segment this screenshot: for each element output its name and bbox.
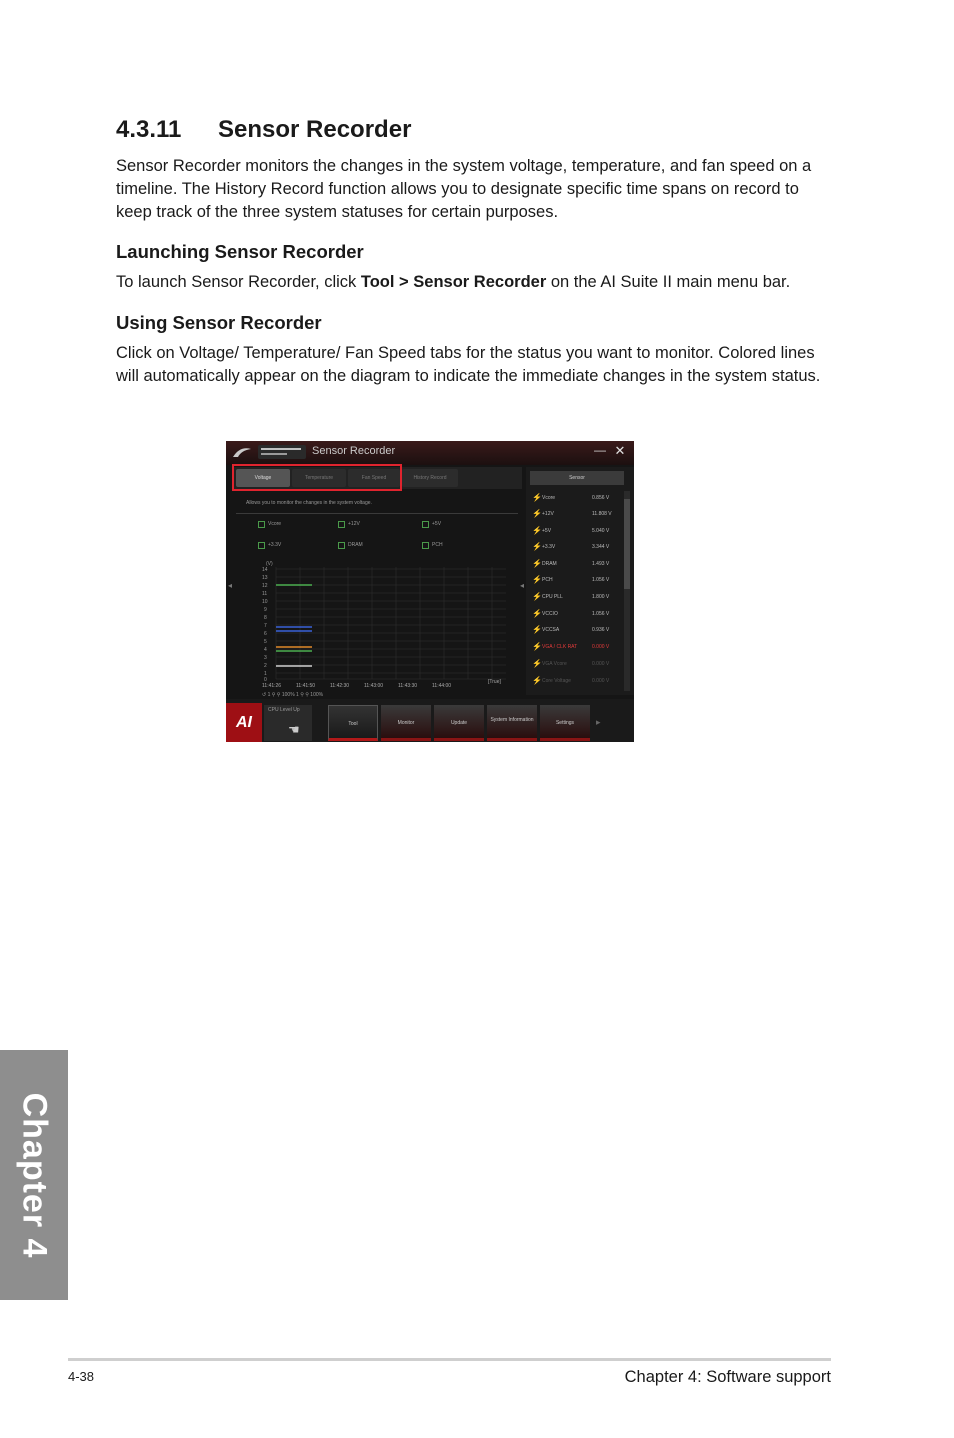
bolt-icon: ⚡ [532, 575, 542, 584]
sensor-row [530, 623, 624, 637]
x-tick: 11:42:30 [330, 683, 350, 689]
sensor-name: DRAM [542, 561, 557, 567]
y-tick: 4 [264, 647, 267, 653]
x-tick: 11:43:30 [398, 683, 418, 689]
menu-system-information-button[interactable]: System Information [487, 705, 537, 741]
sensor-row [530, 607, 624, 621]
y-tick: 8 [264, 615, 267, 621]
legend-dram: DRAM [348, 542, 363, 548]
section-number: 4.3.11 [116, 116, 182, 143]
y-tick: 12 [262, 583, 268, 589]
sensor-name: CPU PLL [542, 594, 563, 600]
sensor-row [530, 491, 624, 505]
sidebar-scroll-thumb[interactable] [624, 499, 630, 589]
tabs-highlight-box [232, 464, 402, 491]
bolt-icon: ⚡ [532, 676, 542, 685]
launching-text-after: on the AI Suite II main menu bar. [546, 273, 791, 291]
sensor-sidebar-header: Sensor [530, 471, 624, 485]
sensor-name: +3.3V [542, 544, 556, 550]
sensor-name: VGA Vcore [542, 661, 567, 667]
close-button[interactable]: ✕ [614, 443, 626, 458]
sensor-row [530, 674, 624, 688]
chevron-right-icon[interactable]: ▸ [596, 717, 601, 727]
tab-fan-speed[interactable]: Fan Speed [348, 469, 400, 487]
bolt-icon: ⚡ [532, 592, 542, 601]
sensor-name: Vcore [542, 495, 556, 501]
sensor-value: 1.800 V [592, 594, 610, 600]
intro-paragraph: Sensor Recorder monitors the changes in the system voltage, temperature, and fan speed on a timeline. The History Record function allows you to designate specific time spans on record to keep track of the three system statuses for certain purposes. [116, 157, 812, 221]
y-tick: 10 [262, 599, 268, 605]
y-tick: 14 [262, 567, 268, 573]
sensor-value: 0.000 V [592, 661, 610, 667]
cpu-level-up-label: CPU Level Up [268, 707, 300, 713]
x-tick: 11:41:26 [262, 683, 282, 689]
hint-text: Allows you to monitor the changes in the system voltage. [246, 500, 372, 506]
legend-checkbox-vcore[interactable] [258, 521, 265, 528]
bolt-icon: ⚡ [532, 659, 542, 668]
minimize-button[interactable]: — [594, 443, 606, 457]
sensor-row [530, 540, 624, 554]
bolt-icon: ⚡ [532, 526, 542, 535]
menu-update-button[interactable]: Update [434, 705, 484, 741]
bolt-icon: ⚡ [532, 642, 542, 651]
legend-checkbox-12v[interactable] [338, 521, 345, 528]
tab-voltage[interactable]: Voltage [236, 469, 290, 487]
sensor-row [530, 590, 624, 604]
sensor-name: Core Voltage [542, 678, 571, 684]
sensor-row [530, 657, 624, 671]
sensor-value: 1.056 V [592, 611, 610, 617]
sensor-name: +12V [542, 511, 554, 517]
y-tick: 3 [264, 655, 267, 661]
chevron-left-icon[interactable]: ◂ [520, 581, 525, 590]
sensor-value: 0.856 V [592, 495, 610, 501]
launching-paragraph [116, 271, 836, 294]
sensor-value: 1.493 V [592, 561, 610, 567]
bolt-icon: ⚡ [532, 609, 542, 618]
legend-pch: PCH [432, 542, 443, 548]
sensor-name: PCH [542, 577, 553, 583]
legend-checkbox-5v[interactable] [422, 521, 429, 528]
section-title: Sensor Recorder [218, 116, 412, 143]
tab-history-record[interactable]: History Record [402, 469, 458, 487]
menu-settings-button[interactable]: Settings [540, 705, 590, 741]
sensor-value: 0.936 V [592, 627, 610, 633]
legend-12v: +12V [348, 521, 360, 527]
section-heading [116, 116, 411, 144]
app-title: Sensor Recorder [312, 445, 396, 457]
using-paragraph: Click on Voltage/ Temperature/ Fan Speed tabs for the status you want to monitor. Colored lines will automatically appear on the diagram to indicate the immediate changes in the system status. [116, 344, 821, 385]
sensor-value: 5.040 V [592, 528, 610, 534]
legend-checkbox-3v[interactable] [258, 542, 265, 549]
page-number: 4-38 [68, 1369, 95, 1384]
bolt-icon: ⚡ [532, 493, 542, 502]
x-tick: 11:44:00 [432, 683, 452, 689]
ai-suite-logo: AI [226, 703, 262, 742]
bolt-icon: ⚡ [532, 559, 542, 568]
chevron-left-icon[interactable]: ◂ [228, 581, 233, 590]
x-tick: 11:41:50 [296, 683, 316, 689]
tab-temperature[interactable]: Temperature [292, 469, 346, 487]
rog-wordmark [258, 445, 306, 459]
sensor-recorder-screenshot [226, 441, 634, 742]
bolt-icon: ⚡ [532, 625, 542, 634]
y-tick: 0 [264, 677, 267, 683]
sensor-name: VCCSA [542, 627, 560, 633]
legend-checkbox-pch[interactable] [422, 542, 429, 549]
legend-3v: +3.3V [268, 542, 282, 548]
sensor-row [530, 557, 624, 571]
launching-heading: Launching Sensor Recorder [116, 241, 364, 262]
bolt-icon: ⚡ [532, 542, 542, 551]
legend-vcore: Vcore [268, 521, 282, 527]
menu-tool-button[interactable]: Tool [328, 705, 378, 741]
voltage-chart [256, 559, 514, 691]
sensor-value: 3.344 V [592, 544, 610, 550]
chart-grid [276, 567, 506, 679]
sensor-row [530, 507, 624, 521]
footer-rule [68, 1358, 831, 1361]
using-heading: Using Sensor Recorder [116, 312, 322, 333]
divider [236, 513, 518, 514]
y-tick: 2 [264, 663, 267, 669]
pointer-hand-icon: ☚ [288, 722, 300, 737]
launching-bold: Tool > Sensor Recorder [360, 273, 547, 291]
sensor-name: +5V [542, 528, 552, 534]
sensor-row [530, 573, 624, 587]
footer-chapter-title: Chapter 4: Software support [624, 1368, 831, 1386]
menu-monitor-button[interactable]: Monitor [381, 705, 431, 741]
sensor-row [530, 524, 624, 538]
sensor-value: 1.056 V [592, 577, 610, 583]
y-tick: 1 [264, 671, 267, 677]
y-tick: 5 [264, 639, 267, 645]
y-tick: 11 [262, 591, 268, 597]
time-toggle-button[interactable]: [True] [488, 679, 501, 685]
launching-text-before: To launch Sensor Recorder, click [116, 273, 361, 291]
sensor-row-warning [530, 640, 624, 654]
sensor-name: VGA / CLK RAT [542, 644, 578, 650]
zoom-controls[interactable]: ↺ 1 ⚲ ⚲ 100% 1 ⚲ ⚲ 100% [262, 692, 324, 698]
rog-logo-icon [232, 447, 252, 459]
y-axis-unit: (V) [266, 561, 273, 567]
y-tick: 6 [264, 631, 267, 637]
bolt-icon: ⚡ [532, 509, 542, 518]
sensor-value: 0.000 V [592, 644, 610, 650]
legend-5v: +5V [432, 521, 442, 527]
y-tick: 7 [264, 623, 267, 629]
y-tick: 9 [264, 607, 267, 613]
y-tick: 13 [262, 575, 268, 581]
legend-checkbox-dram[interactable] [338, 542, 345, 549]
sensor-value: 11.808 V [592, 511, 612, 517]
sensor-value: 0.000 V [592, 678, 610, 684]
sensor-name: VCCIO [542, 611, 558, 617]
x-tick: 11:43:00 [364, 683, 384, 689]
chapter-side-label: Chapter 4 [15, 1092, 54, 1258]
